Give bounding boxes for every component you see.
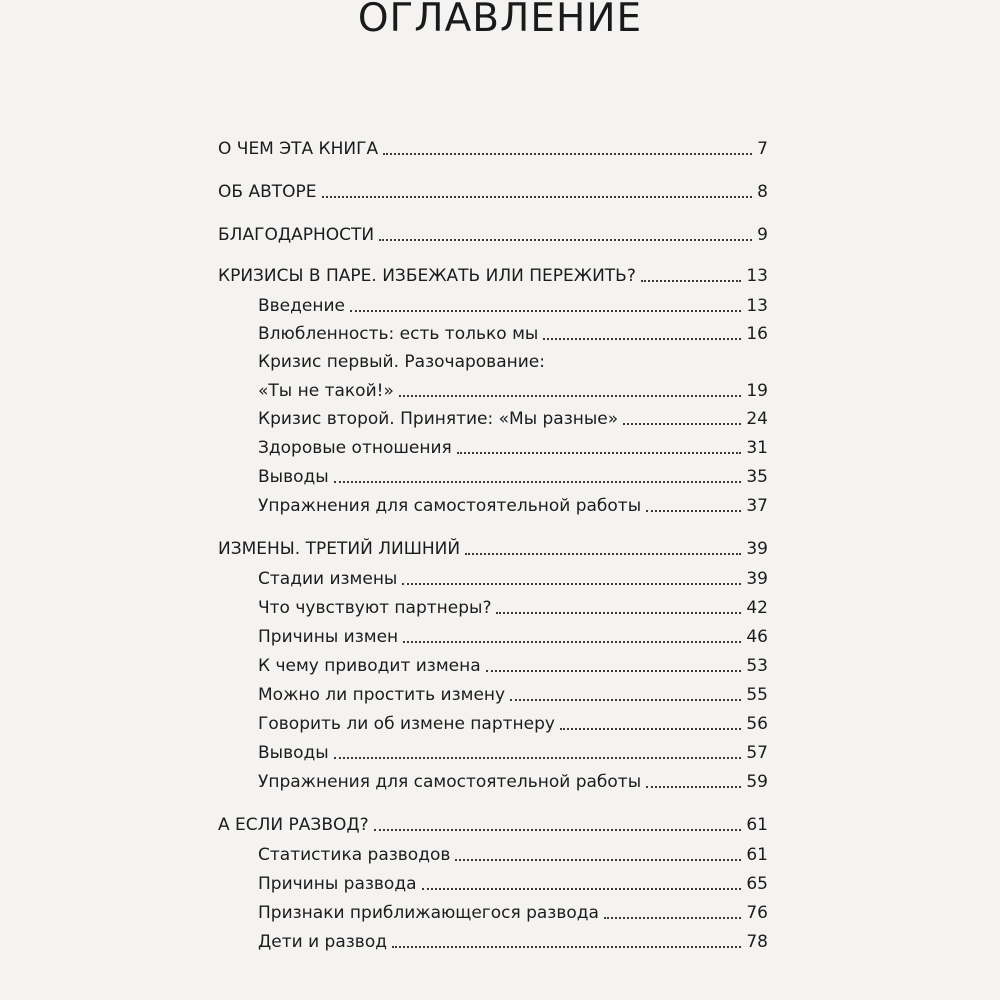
toc-entry-title: Причины развода [258,874,417,894]
toc-entry[interactable] [258,625,768,649]
toc-entry-title: Выводы [258,743,329,763]
toc-entry-page: 65 [746,874,768,894]
toc-entry[interactable] [258,494,768,518]
toc-entry-page: 46 [746,627,768,647]
toc-entry-page: 57 [746,743,768,763]
toc-entry-title: Здоровые отношения [258,438,452,458]
dot-leader [379,239,752,241]
toc-entry[interactable] [258,712,768,736]
dot-leader [383,153,752,155]
toc-entry-page: 13 [746,266,768,286]
toc-entry[interactable] [258,465,768,489]
dot-leader [402,583,741,585]
dot-leader [646,510,741,512]
dot-leader [543,338,741,340]
toc-entry-page: 61 [746,845,768,865]
dot-leader [334,757,742,759]
toc-entry-title: Введение [258,296,345,316]
dot-leader [560,728,741,730]
toc-entry-page: 53 [746,656,768,676]
dot-leader [457,452,742,454]
toc-entry-title: ИЗМЕНЫ. ТРЕТИЙ ЛИШНИЙ [218,539,461,559]
toc-entry-page: 13 [746,296,768,316]
toc-entry-title: Дети и развод [258,932,387,952]
toc-entry[interactable] [258,294,768,318]
toc-entry-title: Говорить ли об измене партнеру [258,714,555,734]
dot-leader [350,310,741,312]
toc-entry-title: А ЕСЛИ РАЗВОД? [218,815,369,835]
toc-entry[interactable] [218,180,768,204]
toc-entry-page: 31 [746,438,768,458]
dot-leader [641,280,742,282]
toc-entry-page: 61 [746,815,768,835]
toc-entry[interactable] [218,223,768,247]
toc-entry-page: 56 [746,714,768,734]
dot-leader [465,553,741,555]
dot-leader [646,786,741,788]
toc-entry[interactable] [258,901,768,925]
toc-entry[interactable] [258,872,768,896]
toc-entry-page: 39 [746,539,768,559]
toc-entry[interactable] [258,930,768,954]
toc-entry-page: 42 [746,598,768,618]
toc-entry-title: Признаки приближающегося развода [258,903,599,923]
toc-entry-title: «Ты не такой!» [258,381,394,401]
toc-entry[interactable] [218,264,768,288]
toc-entry[interactable] [258,567,768,591]
toc-entry-title: Причины измен [258,627,399,647]
toc-entry-page: 8 [757,182,768,202]
toc-entry[interactable] [218,537,768,561]
toc-entry-page: 19 [746,381,768,401]
toc-entry[interactable] [258,596,768,620]
toc-entry[interactable] [218,137,768,161]
toc-entry[interactable] [258,683,768,707]
toc-entry-title: КРИЗИСЫ В ПАРЕ. ИЗБЕЖАТЬ ИЛИ ПЕРЕЖИТЬ? [218,266,636,286]
toc-entry-title: БЛАГОДАРНОСТИ [218,225,375,245]
dot-leader [510,699,741,701]
toc-entry[interactable] [258,379,768,403]
toc-entry-page: 37 [746,496,768,516]
toc-entry-title: Выводы [258,467,329,487]
toc-entry-first-line[interactable] [258,350,768,374]
toc-entry[interactable] [258,770,768,794]
page-title: ОГЛАВЛЕНИЕ [357,0,643,41]
toc-entry[interactable] [258,407,768,431]
toc-entry-title: ОБ АВТОРЕ [218,182,317,202]
toc-entry-title: Статистика разводов [258,845,451,865]
toc-entry[interactable] [258,436,768,460]
toc-entry-title: Что чувствуют партнеры? [258,598,492,618]
dot-leader [455,859,741,861]
dot-leader [604,917,741,919]
toc-entry-page: 55 [746,685,768,705]
dot-leader [403,641,741,643]
dot-leader [374,829,742,831]
toc-entry-page: 59 [746,772,768,792]
toc-entry-page: 9 [757,225,768,245]
toc-entry[interactable] [258,741,768,765]
toc-entry-page: 39 [746,569,768,589]
toc-entry-page: 7 [757,139,768,159]
dot-leader [334,481,742,483]
dot-leader [322,196,753,198]
toc-entry[interactable] [258,322,768,346]
dot-leader [422,888,742,890]
dot-leader [392,946,741,948]
dot-leader [399,395,742,397]
toc-entry-page: 78 [746,932,768,952]
toc-entry-title: Упражнения для самостоятельной работы [258,772,642,792]
dot-leader [623,423,741,425]
dot-leader [496,612,741,614]
toc-entry-page: 76 [746,903,768,923]
toc-entry-page: 35 [746,467,768,487]
toc-entry[interactable] [258,843,768,867]
toc-entry-title: Можно ли простить измену [258,685,506,705]
toc-entry-title: Кризис второй. Принятие: «Мы разные» [258,409,619,429]
toc-entry-title: Упражнения для самостоятельной работы [258,496,642,516]
toc-entry-page: 16 [746,324,768,344]
toc-entry-title: Влюбленность: есть только мы [258,324,539,344]
toc-entry[interactable] [218,813,768,837]
toc-entry-title: Кризис первый. Разочарование: [258,352,545,372]
dot-leader [486,670,742,672]
toc-entry-title: О ЧЕМ ЭТА КНИГА [218,139,379,159]
toc-entry-page: 24 [746,409,768,429]
toc-entry[interactable] [258,654,768,678]
toc-entry-title: Стадии измены [258,569,398,589]
toc-entry-title: К чему приводит измена [258,656,481,676]
